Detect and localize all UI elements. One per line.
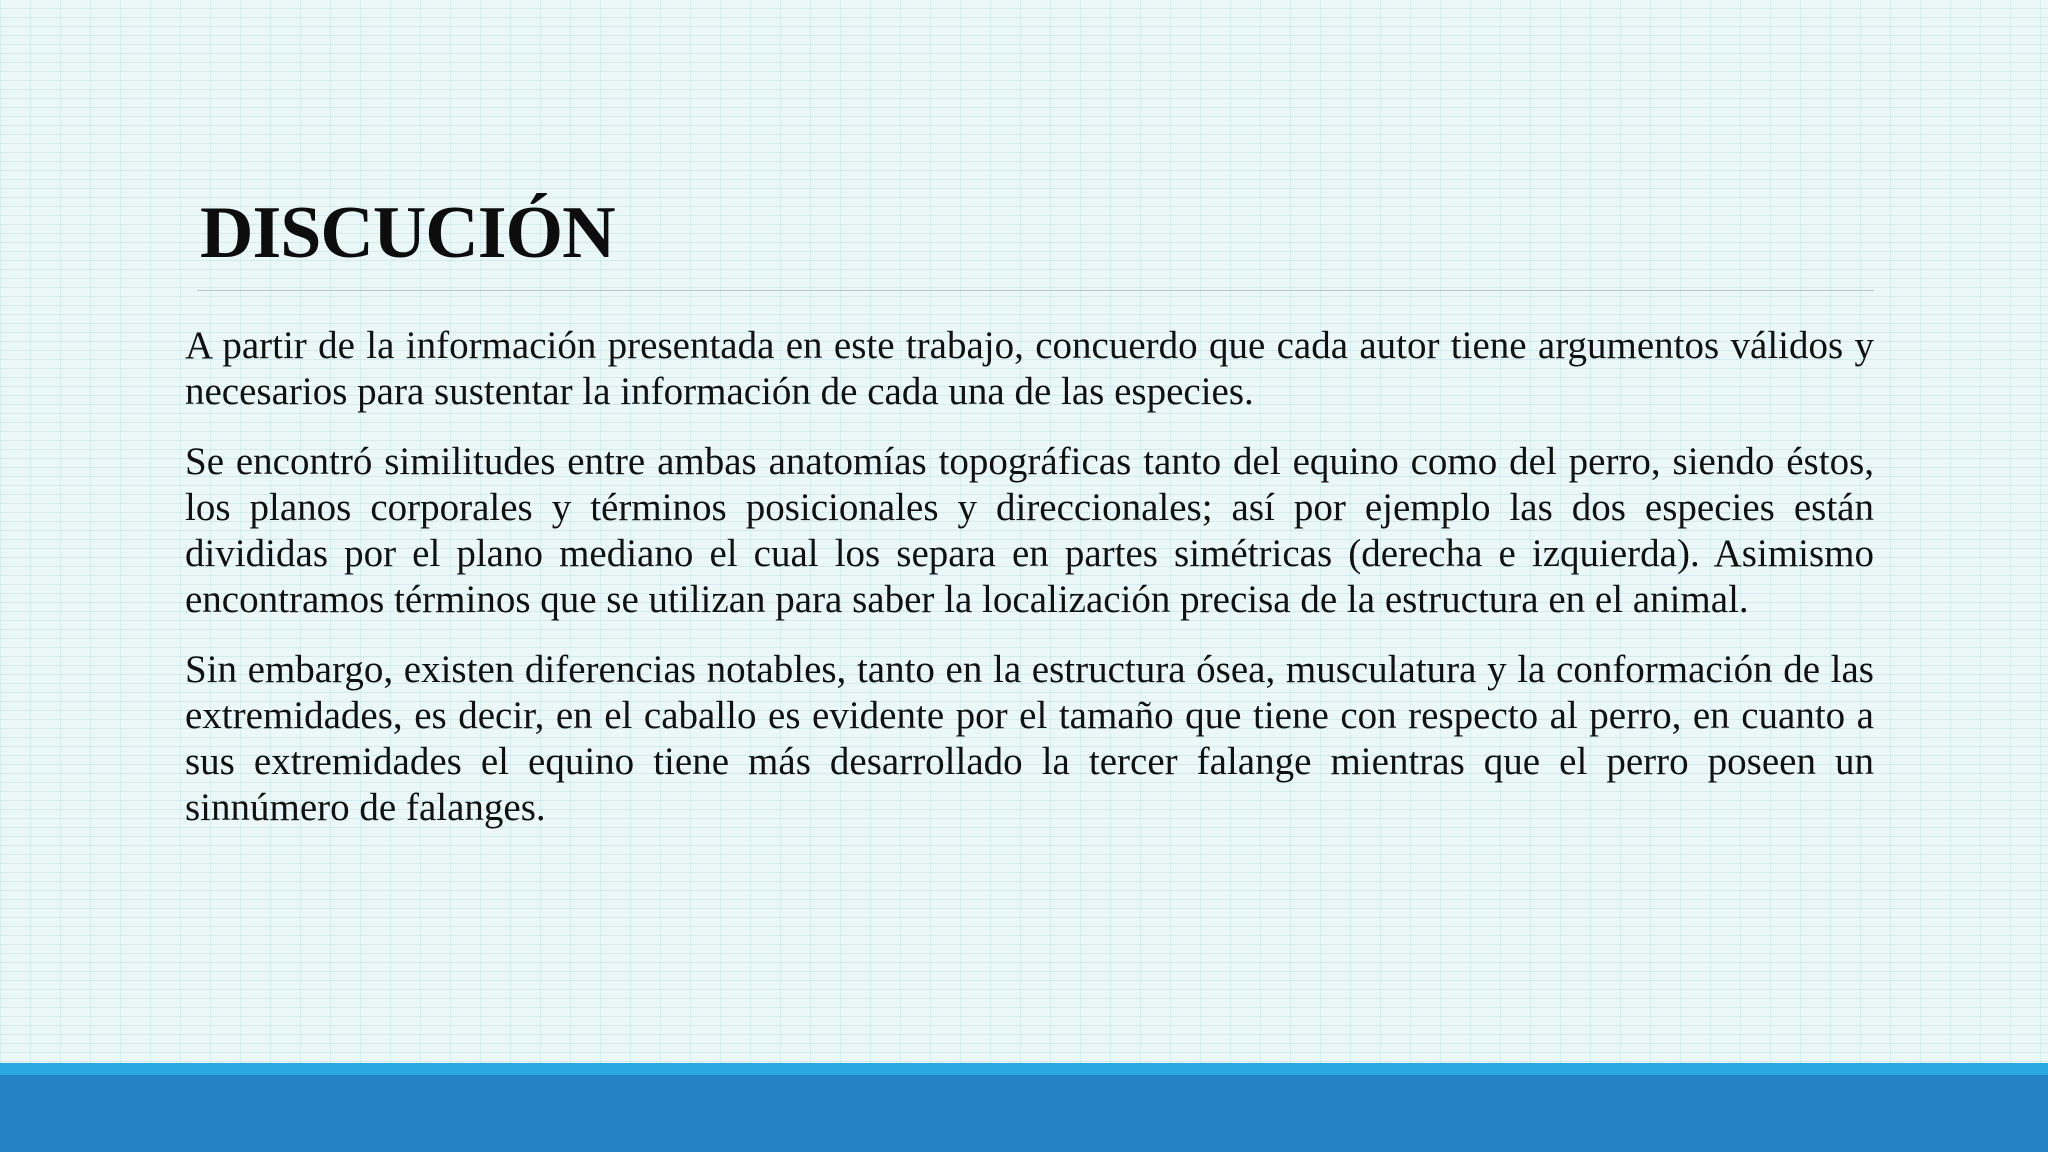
footer-accent-band	[0, 1063, 2048, 1075]
paragraph-1: A partir de la información presentada en este trabajo, concuerdo que cada autor tiene argumentos válidos y necesarios para sustentar la información de cada una de las especies.	[185, 324, 1874, 413]
paragraph-2: Se encontró similitudes entre ambas anatomías topográficas tanto del equino como del perro, siendo éstos, los planos corporales y términos posicionales y direccionales; así por ejemplo las dos especies están divididas por el plano mediano el cual los separa en partes simétricas (derecha e izquierda). Asimismo encontramos términos que se utilizan para saber la localización precisa de la estructura en el animal.	[185, 440, 1874, 621]
slide-title: DISCUCIÓN	[200, 192, 615, 274]
paragraph-3: Sin embargo, existen diferencias notables, tanto en la estructura ósea, musculatura y la conformación de las extremidades, es decir, en el caballo es evidente por el tamaño que tiene con respecto al perro, en cuanto a sus extremidades el equino tiene más desarrollado la tercer falange mientras que el perro poseen un sinnúmero de falanges.	[185, 648, 1874, 829]
footer-band	[0, 1075, 2048, 1152]
title-divider	[197, 290, 1874, 291]
slide-body	[185, 323, 1874, 855]
